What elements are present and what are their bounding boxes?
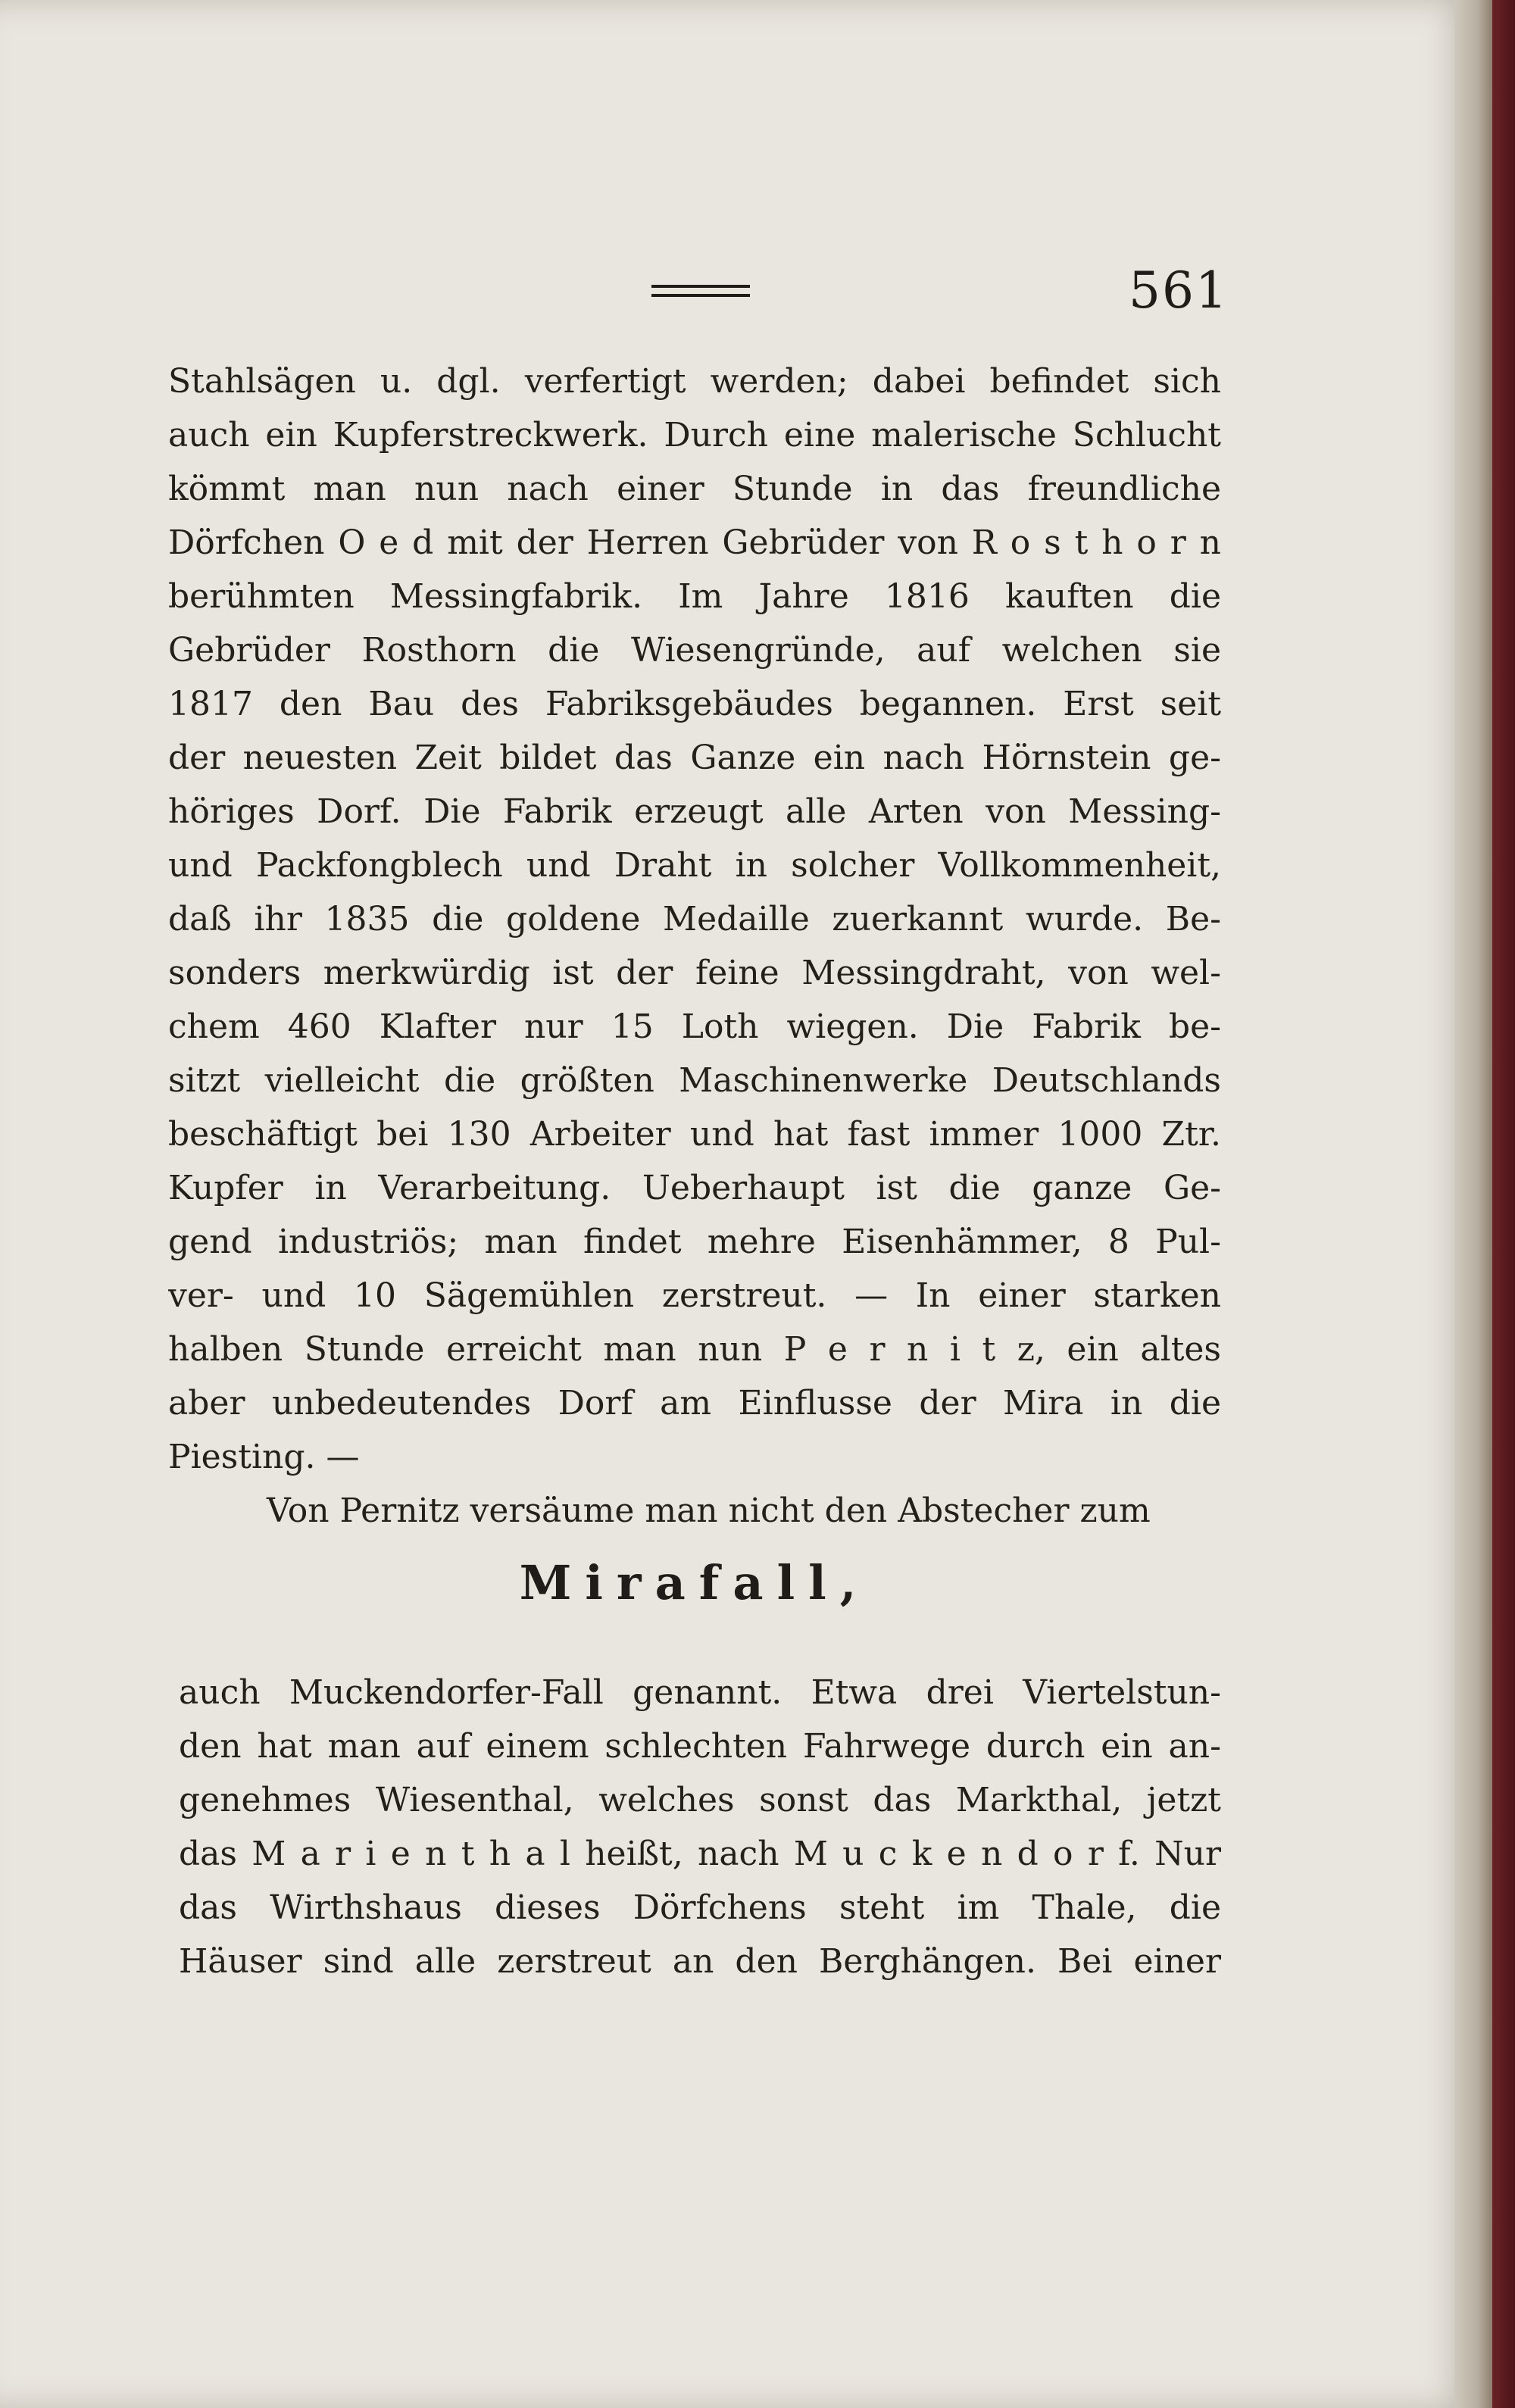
text-line: 1817 den Bau des Fabriksgebäudes begannen. Erst seit [168,685,1221,723]
text-line: chem 460 Klafter nur 15 Loth wiegen. Die Fabrik be- [168,1007,1221,1046]
page-number: 561 [1129,261,1229,320]
body-text-continued [179,1666,1221,1988]
text-line: auch Muckendorfer-Fall genannt. Etwa drei Viertelstun- [179,1673,1221,1712]
text-line: aber unbedeutendes Dorf am Einflusse der Mira in die [168,1384,1221,1423]
text-line: höriges Dorf. Die Fabrik erzeugt alle Arten von Messing- [168,792,1221,831]
text-line: daß ihr 1835 die goldene Medaille zuerkannt wurde. Be- [168,900,1221,939]
text-line: Dörfchen O e d mit der Herren Gebrüder von R o s t h o r n [168,523,1221,562]
text-line: sonders merkwürdig ist der feine Messingdraht, von wel- [168,954,1221,992]
page-edge [1454,0,1492,2408]
text-line: beschäftigt bei 130 Arbeiter und hat fast immer 1000 Ztr. [168,1115,1221,1154]
text-line: Kupfer in Verarbeitung. Ueberhaupt ist die ganze Ge- [168,1169,1221,1207]
text-line: Piesting. — [168,1438,360,1476]
text-line: Stahlsägen u. dgl. verfertigt werden; dabei befindet sich [168,362,1221,401]
text-line: der neuesten Zeit bildet das Ganze ein nach Hörnstein ge- [168,739,1221,777]
section-heading: Mirafall, [519,1555,870,1610]
text-line: berühmten Messingfabrik. Im Jahre 1816 kauften die [168,577,1221,616]
text-line: ver- und 10 Sägemühlen zerstreut. — In einer starken [168,1276,1221,1315]
text-line: Häuser sind alle zerstreut an den Berghängen. Bei einer [179,1942,1221,1981]
body-text [168,354,1221,1629]
text-line: das M a r i e n t h a l heißt, nach M u c k e n d o r f. Nur [179,1835,1221,1873]
text-line: sitzt vielleicht die größten Maschinenwerke Deutschlands [168,1061,1221,1100]
book-cover-edge [1492,0,1515,2408]
text-line: und Packfongblech und Draht in solcher Vollkommenheit, [168,846,1221,885]
text-line: genehmes Wiesenthal, welches sonst das Markthal, jetzt [179,1781,1221,1819]
text-line: halben Stunde erreicht man nun P e r n i t z, ein altes [168,1330,1221,1369]
header-rule [651,285,750,288]
header-rule [651,294,750,297]
text-line: gend industriös; man findet mehre Eisenhämmer, 8 Pul- [168,1223,1221,1261]
indented-line: Von Pernitz versäume man nicht den Abstecher zum [267,1491,1151,1530]
text-line: den hat man auf einem schlechten Fahrwege durch ein an- [179,1727,1221,1766]
text-line: auch ein Kupferstreckwerk. Durch eine malerische Schlucht [168,416,1221,454]
text-line: das Wirthshaus dieses Dörfchens steht im Thale, die [179,1888,1221,1927]
text-line: kömmt man nun nach einer Stunde in das freundliche [168,470,1221,508]
text-line: Gebrüder Rosthorn die Wiesengründe, auf welchen sie [168,631,1221,670]
